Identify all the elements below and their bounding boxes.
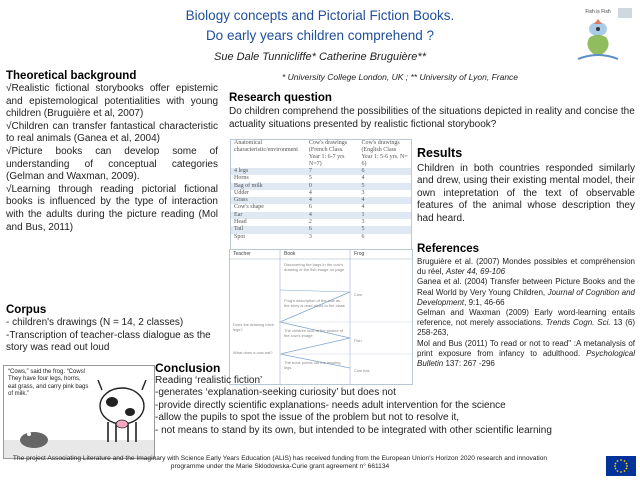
conclusion-heading: Conclusion [155,361,221,375]
reference-item [417,277,635,308]
cow-frog-illustration-icon [4,366,154,458]
table-cell: Head [234,219,247,226]
transcript-header-book: Book [284,251,296,257]
reference-text: 13 (6) 258-263, [417,318,636,338]
eu-stars-icon [606,456,636,476]
table-row [231,219,411,226]
conclusion-section [155,361,639,437]
transcript-header-teacher: Teacher [233,251,251,257]
table-row [231,183,411,190]
reference-source: Psychological Bulletin [417,348,635,369]
reference-source: Aster 44, 69-106 [445,267,506,277]
table-header-cell: Cow's drawings (French Class. Year 1: 6-7 yrs N=7) [308,140,348,167]
transcript-book-note: Frog's description of the cow as the story is read aloud to the class [284,298,345,308]
transcript-teacher-note: What does a cow eat? [233,350,273,355]
table-header-cell: Anatomical characteristic/environment [234,140,298,153]
table-cell: Grass [231,197,306,204]
table-cell: 4 [308,189,312,196]
reference-text: , 9:1, 46-66 [464,297,505,307]
table-cell: 6 [358,168,411,175]
reference-item [417,257,635,277]
book-cover-title: Fish is Fish [585,9,611,15]
table-cell: Horns [234,175,249,182]
table-row [231,190,411,197]
table-cell: 3 [361,189,365,196]
table-row [231,204,411,211]
conclusion-line: -generates ‘explanation-seeking curiosity’ but does not [155,387,396,399]
table-cell: 0 [306,183,359,190]
research-question-section [229,92,637,131]
transcript-header-frog: Frog [354,251,365,257]
theoretical-background-section [6,70,218,234]
table-header-cell: Cow's drawings (English Class Year 1: 5-6 yrs. N= 6) [361,140,408,167]
research-heading: Research question [229,92,332,104]
transcript-frog-note: Cow has [354,368,370,373]
theory-bullet-4: √Learning through reading pictorial fictional books is influenced by the type of interaction with the adults during the picture reading (Mol and Bus, 2011) [6,183,218,233]
poster-title-line1: Biology concepts and Pictorial Fiction Books. [185,8,455,23]
transcript-book-note: Discovering the bags in the cow's drawing of the fish image on page [284,262,345,272]
table-row [231,212,411,219]
theory-bullet-3: √Picture books can develop some of understanding of conceptual categories (Gelman and Waxman, 2009). [6,145,218,183]
table-cell: 5 [358,183,411,190]
table-row [231,175,411,182]
transcript-book-note: The children look at the picture of the cow's image [284,328,344,338]
eu-flag-icon [606,456,636,476]
table-cell: 3 [361,219,365,226]
transcript-frog-note: Fish [354,338,362,343]
corpus-item-2: -Transcription of teacher-class dialogue as the story was read out loud [6,329,211,354]
reference-source: Journal of Cognition and Development [417,287,636,307]
table-cell: 4 [358,197,411,204]
conclusion-line: -provide directly scientific explanations- needs adult intervention for the science [155,399,506,411]
table-cell: 4 [361,204,365,211]
conclusion-line: - not means to stand by its own, but intended to be integrated with other scientific learning [155,424,552,436]
table-cell: Spot [234,233,246,240]
table-cell: 4 [361,175,365,182]
corpus-heading: Corpus [6,304,47,316]
table-row [231,197,411,204]
reference-text: Mol and Bus (2011) To read or not to read" :A metanalysis of print exposure from infancy to adulthood. [417,338,635,358]
affiliation: * University College London, UK ; ** University of Lyon, France [281,72,519,82]
theoretical-heading: Theoretical background [6,70,137,82]
table-cell: 6 [306,226,359,233]
authors: Sue Dale Tunnicliffe* Catherine Bruguière** [214,51,426,63]
transcript-teacher-note: Does the drawing have legs? [233,322,274,332]
corpus-section [6,304,220,355]
table-row [231,168,411,175]
reference-text: 137: 267 -296 [443,359,495,369]
conclusion-line: Reading ‘realistic fiction’ [155,375,263,386]
theory-bullet-2: √Children can transfer fantastical characteristic to real animals (Ganea et al, 2004) [6,120,218,145]
table-cell: 3 [308,233,312,240]
reference-item [417,308,635,339]
table-cell: 4 [306,197,359,204]
results-heading: Results [417,146,463,160]
transcript-frog-note: Cow [354,292,363,297]
table-cell: Cow's shape [234,204,264,211]
frog-cow-picture [3,365,155,459]
corpus-item-1: - children's drawings (N = 14, 2 classes) [6,317,184,328]
table-cell: 2 [308,219,312,226]
table-cell: 5 [358,226,411,233]
drawings-table [230,139,412,251]
table-cell: Bag of milk [231,183,306,190]
research-text: Do children comprehend the possibilities of the situations depicted in reality and concise the actuality situations presented by realistic fictional storybook? [229,106,635,130]
table-cell: Udder [234,189,249,196]
table-cell: 6 [308,204,312,211]
results-section [417,146,635,225]
table-cell: 1 [358,212,411,219]
table-header-row [231,140,411,168]
transcript-book-note: The book points out the missing legs [284,360,341,370]
table-cell: Tail [231,226,306,233]
table-cell: 5 [308,175,312,182]
poster-title-line2: Do early years children comprehend ? [205,28,435,43]
table-cell: 4 legs [231,168,306,175]
conclusion-line: -allow the pupils to spot the issue of the problem but not to resolve it, [155,412,460,424]
references-heading: References [417,243,480,255]
table-cell: Ear [231,212,306,219]
results-text: Children in both countries responded similarly and drew, using their existing mental model, their own intepretation of the text of observable features of the animal whose description they had heard. [417,163,635,224]
reference-text: Ganea et al. (2004) Transfer between Picture Books and the Real World by Very Young Children, [417,277,635,297]
reference-text: Bruguière et al. (2007) Mondes possibles et compréhension du réel, [417,257,635,277]
references-section [417,243,635,369]
table-cell: 4 [306,212,359,219]
reference-text: Gelman and Waxman (2009) Early word-learning entails reference, not merely associations. [417,308,635,328]
table-cell: 7 [306,168,359,175]
eu-badge-icon [618,8,632,18]
reference-source: Trends Cogn. Sci. [545,318,611,328]
table-cell: 6 [361,233,365,240]
funding-footer: The project Associating Literature and the Imaginary with Science Early Years Education (ALIS) has received funding from the European Union's Horizon 2020 research and innovation programme under the Marie Sklodowska-Curie grant agreement n° 661134 [12,455,548,471]
fish-illustration-icon [568,15,628,67]
theory-bullet-1: √Realistic fictional storybooks offer epistemic and epistemological potentialities with young children (Bruguière et al, 2007) [6,83,218,120]
table-row [231,226,411,233]
table-row [231,234,411,241]
quote-text: “Cows,” said the frog. “Cows! They have four legs, horns, eat grass, and carry pink bags of milk.” [8,369,89,398]
